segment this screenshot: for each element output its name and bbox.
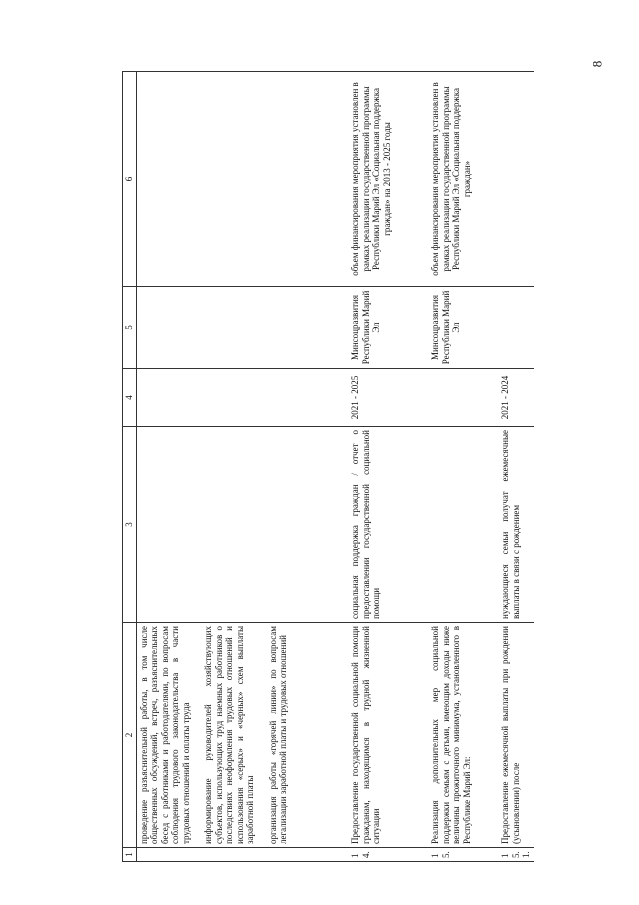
header-col-1: 1: [123, 848, 137, 862]
row-number: [136, 848, 348, 862]
table-row: [348, 72, 428, 862]
measures-table: [122, 71, 534, 862]
period-cell: [136, 369, 348, 427]
result-cell: [428, 427, 498, 623]
executor-cell: Минсоцразвития Республики Марий Эл: [428, 287, 498, 369]
period-cell: 2021 - 2025: [348, 369, 428, 427]
result-cell: социальная поддержка граждан / отчет о предоставлении государственной социальной помощи: [348, 427, 428, 623]
period-cell: 2021 - 2024: [498, 369, 534, 427]
table-row: [428, 72, 498, 862]
row-number: 15.1.: [498, 848, 534, 862]
funding-cell: объем финансирования мероприятия установлен в рамках реализации государственной программы Республики Марий Эл «Социальная поддержка граждан» на 2013 - 2025 годы: [348, 72, 428, 287]
header-col-2: 2: [123, 623, 137, 848]
executor-cell: Минсоцразвития Республики Марий Эл: [348, 287, 428, 369]
result-cell: [136, 427, 348, 623]
continuation-cell: [136, 623, 348, 848]
header-row: [123, 72, 137, 862]
header-col-5: 5: [123, 287, 137, 369]
executor-cell: [498, 287, 534, 369]
table-row: [136, 72, 348, 862]
continuation-paragraph: проведение разъяснительной работы, в том числе общественных обсуждений, встреч, разъяснительных бесед с работниками и работодателями, по вопросам соблюдения трудового законодательства в части трудовых отношений и оплаты труда: [138, 626, 191, 844]
measure-cell: Предоставление ежемесячной выплаты при рождении (усыновлении) после: [498, 623, 534, 848]
result-cell: нуждающиеся семьи получат ежемесячные выплаты в связи с рождением: [498, 427, 534, 623]
continuation-paragraph: информирование руководителей хозяйствующих субъектов, использующих труд наемных работников о последствиях неоформления трудовых отношений и использования «серых» и «черных» схем выплаты заработной платы: [203, 626, 255, 844]
period-cell: [428, 369, 498, 427]
funding-cell: [136, 72, 348, 287]
row-number: 15.: [428, 848, 498, 862]
measure-cell: Реализация дополнительных мер социальной поддержки семьям с детьми, имеющим доходы ниже величины прожиточного минимума, установленного в Республике Марий Эл:: [428, 623, 498, 848]
row-number: 14.: [348, 848, 428, 862]
continuation-paragraph: организация работы «горячей линии» по вопросам легализации заработной платы и трудовых отношений: [267, 626, 288, 844]
header-col-4: 4: [123, 369, 137, 427]
rotated-page: [122, 72, 538, 862]
header-col-3: 3: [123, 427, 137, 623]
executor-cell: [136, 287, 348, 369]
measure-cell: Предоставление государственной социальной помощи гражданам, находящимся в трудной жизненной ситуации: [348, 623, 428, 848]
funding-cell: объем финансирования мероприятия установлен в рамках реализации государственной программы Республики Марий Эл «Социальная поддержка граждан»: [428, 72, 498, 287]
header-col-6: 6: [123, 72, 137, 287]
funding-cell: [498, 72, 534, 287]
page-number: 8: [589, 60, 605, 68]
table-row: [498, 72, 534, 862]
